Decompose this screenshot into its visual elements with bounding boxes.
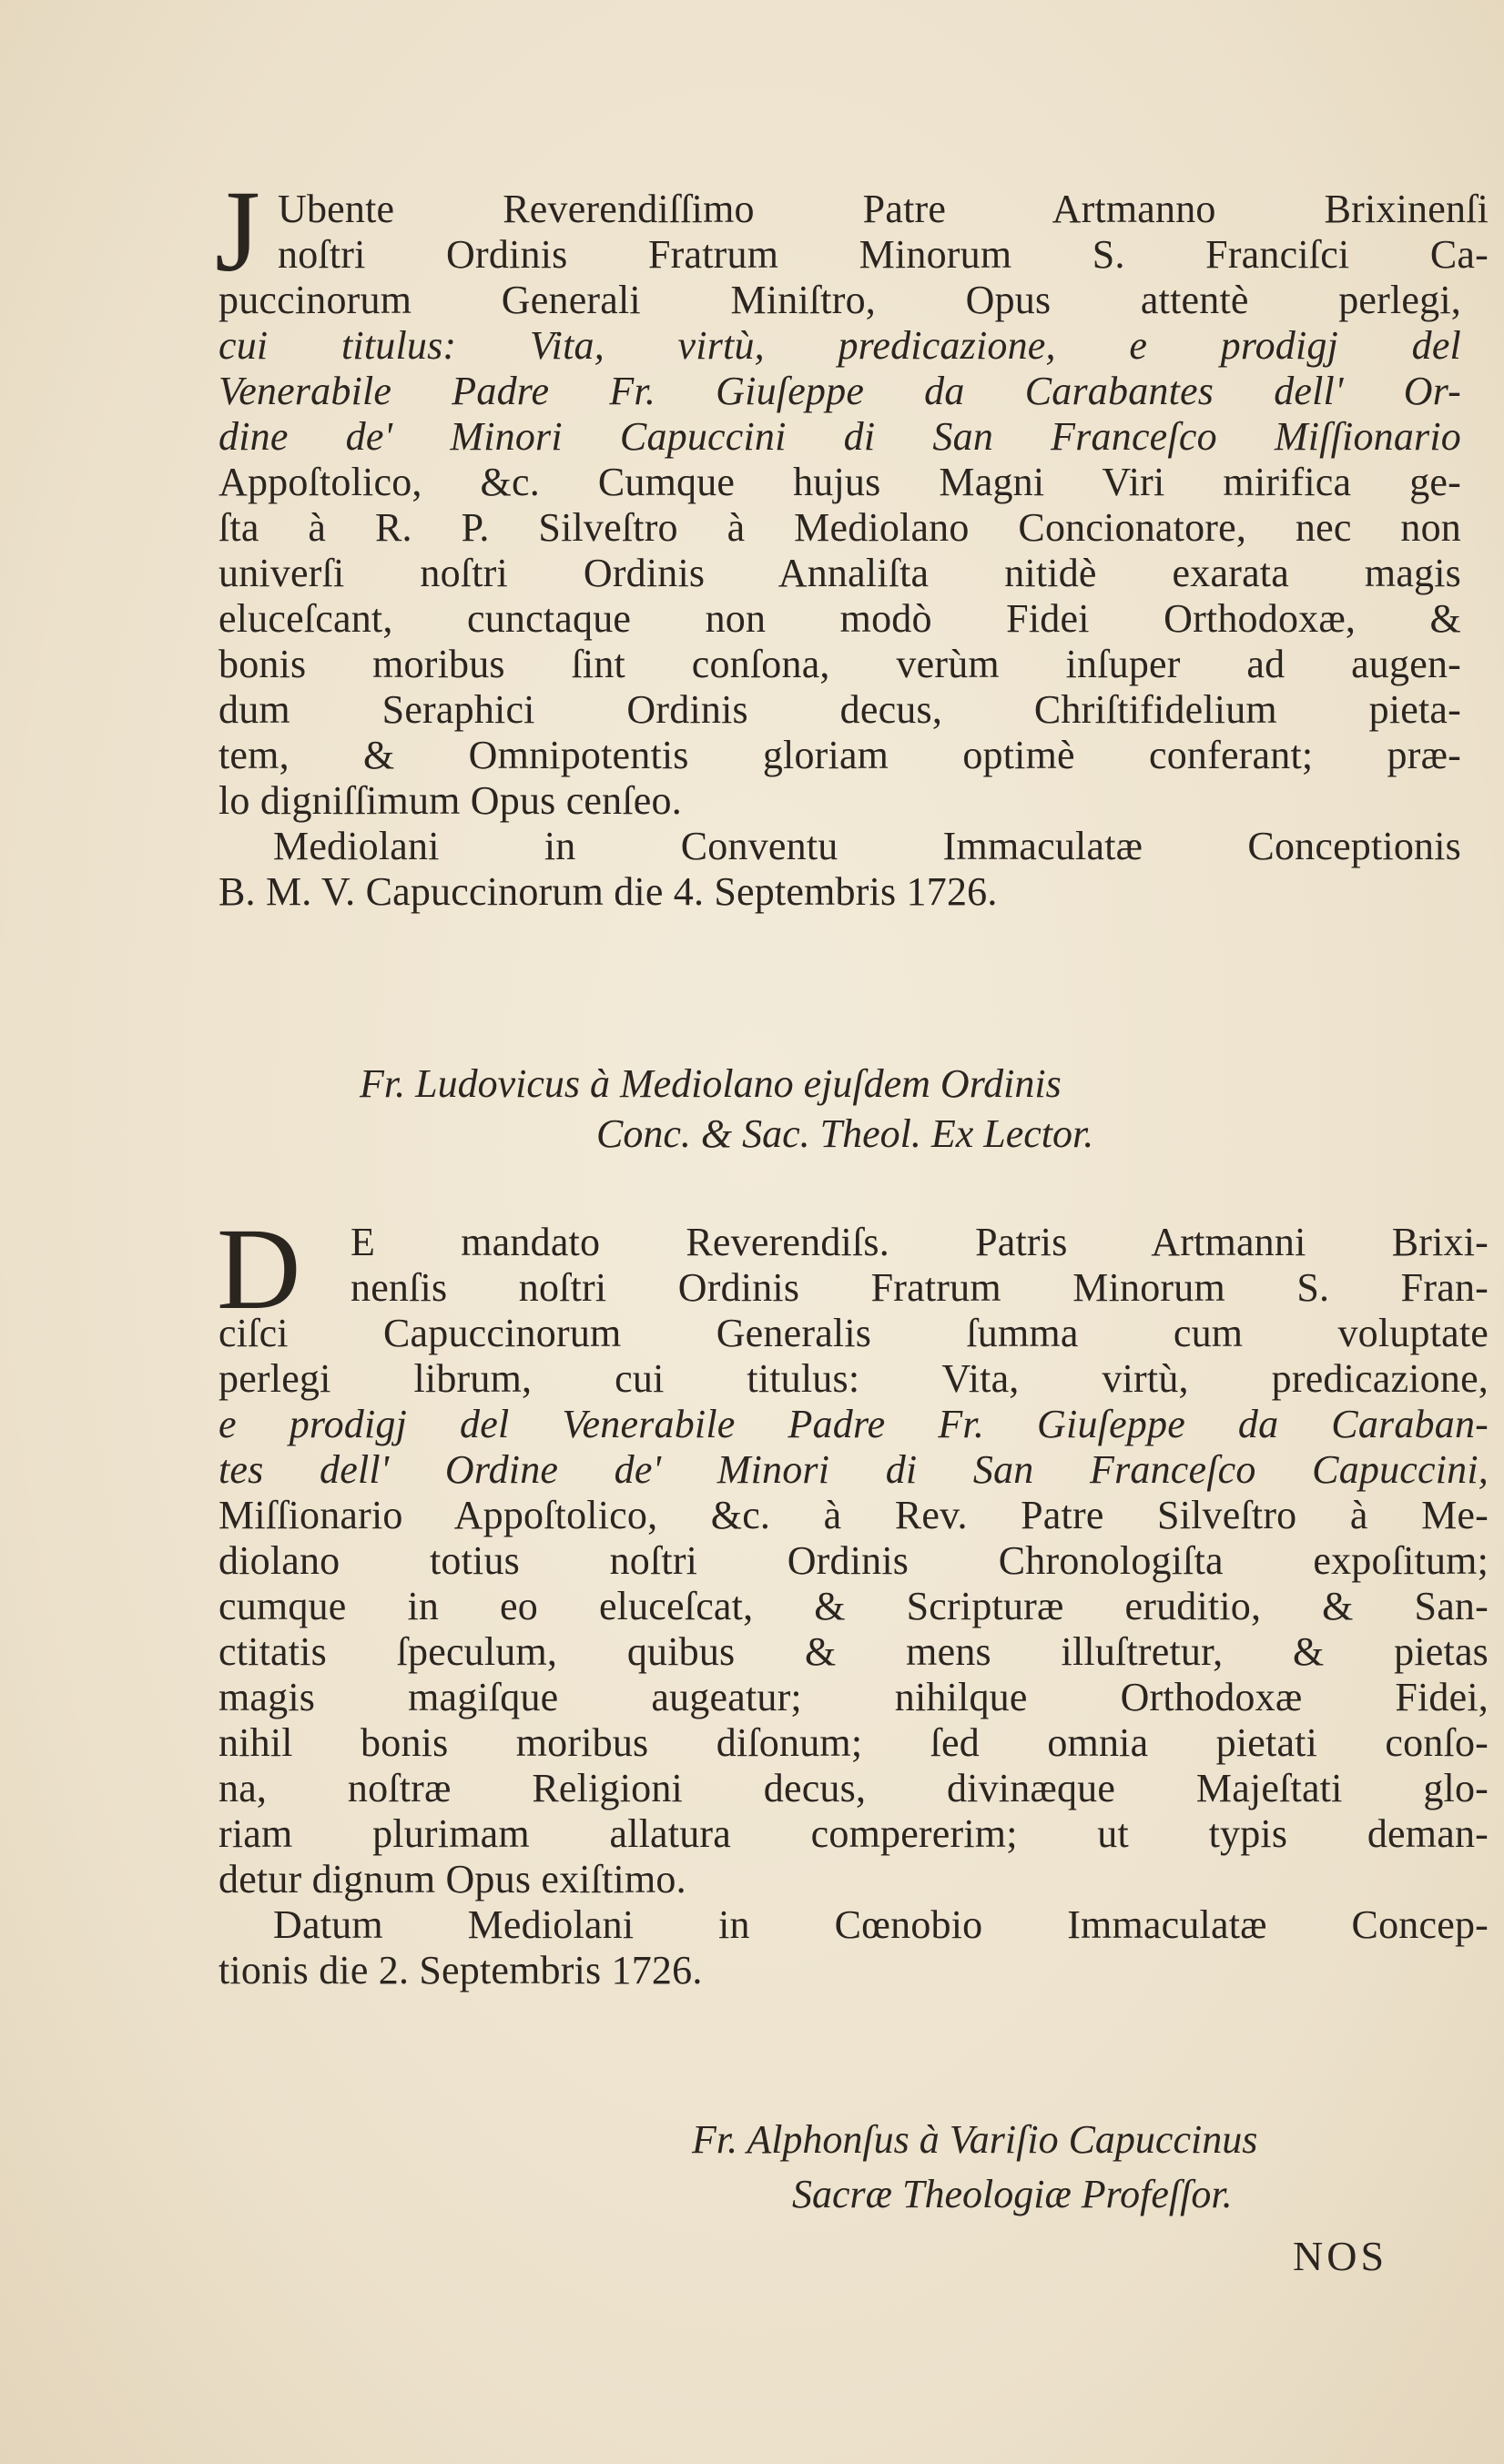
text-line: ctitatis ſpeculum, quibus & mens illuſtretur, & pietas	[218, 1629, 1489, 1674]
text-line: e prodigj del Venerabile Padre Fr. Giuſeppe da Caraban-	[218, 1402, 1489, 1446]
text-line: tionis die 2. Septembris 1726.	[218, 1948, 703, 1992]
approval-1-body	[218, 278, 1461, 915]
text-line: Miſſionario Appoſtolico, &c. à Rev. Patre Silveſtro à Me-	[218, 1493, 1489, 1537]
signature-2-title: Sacræ Theologiæ Profeſſor.	[792, 2172, 1233, 2216]
text-line: tem, & Omnipotentis gloriam optimè conferant; præ-	[218, 733, 1461, 777]
catchword: NOS	[1293, 2233, 1388, 2279]
text-line: ſta à R. P. Silveſtro à Mediolano Concionatore, nec non	[218, 505, 1461, 550]
dropcap-j: J	[215, 167, 260, 296]
approval-2-body	[218, 1311, 1489, 1993]
text-line: nenſis noſtri Ordinis Fratrum Minorum S. Fran-	[351, 1265, 1489, 1310]
dropcap-d: D	[217, 1204, 301, 1333]
signature-2-name: Fr. Alphonſus à Variſio Capuccinus	[692, 2117, 1258, 2162]
text-line: univerſi noſtri Ordinis Annaliſta nitidè exarata magis	[218, 551, 1461, 595]
signature-1-name: Fr. Ludovicus à Mediolano ejuſdem Ordinis	[360, 1061, 1062, 1106]
text-line: dine de' Minori Capuccini di San Franceſco Miſſionario	[218, 414, 1461, 459]
text-line: nihil bonis moribus diſonum; ſed omnia pietati conſo-	[218, 1720, 1489, 1765]
text-line: ciſci Capuccinorum Generalis ſumma cum voluptate	[218, 1311, 1489, 1355]
text-line: eluceſcant, cunctaque non modò Fidei Orthodoxæ, &	[218, 596, 1461, 641]
text-line: perlegi librum, cui titulus: Vita, virtù, predicazione,	[218, 1356, 1489, 1401]
text-line: E mandato Reverendiſs. Patris Artmanni Brixi-	[351, 1220, 1489, 1264]
text-line: magis magiſque augeatur; nihilque Orthodoxæ Fidei,	[218, 1675, 1489, 1719]
text-line: na, noſtræ Religioni decus, divinæque Majeſtati glo-	[218, 1766, 1489, 1810]
text-line: cui titulus: Vita, virtù, predicazione, e prodigj del	[218, 323, 1461, 368]
text-line: Ubente Reverendiſſimo Patre Artmanno Brixinenſi	[278, 187, 1489, 231]
text-line: Datum Mediolani in Cœnobio Immaculatæ Concep-	[273, 1902, 1489, 1947]
text-line: diolano totius noſtri Ordinis Chronologiſta expoſitum;	[218, 1538, 1489, 1583]
text-line: tes dell' Ordine de' Minori di San Franceſco Capuccini,	[218, 1447, 1489, 1492]
text-line: dum Seraphici Ordinis decus, Chriſtifidelium pieta-	[218, 687, 1461, 732]
text-line: cumque in eo eluceſcat, & Scripturæ eruditio, & San-	[218, 1584, 1489, 1628]
text-line: puccinorum Generali Miniſtro, Opus attentè perlegi,	[218, 278, 1461, 322]
text-line: lo digniſſimum Opus cenſeo.	[218, 778, 682, 823]
text-line: detur dignum Opus exiſtimo.	[218, 1857, 686, 1901]
text-line: riam plurimam allatura compererim; ut typis deman-	[218, 1811, 1489, 1856]
approval-1-text	[278, 187, 1489, 278]
text-line: Appoſtolico, &c. Cumque hujus Magni Viri mirifica ge-	[218, 460, 1461, 504]
text-line: Mediolani in Conventu Immaculatæ Conceptionis	[273, 824, 1461, 868]
text-line: Venerabile Padre Fr. Giuſeppe da Carabantes dell' Or-	[218, 369, 1461, 413]
text-line: B. M. V. Capuccinorum die 4. Septembris 1726.	[218, 869, 998, 914]
text-line: bonis moribus ſint conſona, verùm inſuper ad augen-	[218, 642, 1461, 686]
signature-1-title: Conc. & Sac. Theol. Ex Lector.	[596, 1111, 1094, 1156]
text-line: noſtri Ordinis Fratrum Minorum S. Franciſci Ca-	[278, 232, 1489, 277]
approval-2-text	[351, 1220, 1489, 1311]
